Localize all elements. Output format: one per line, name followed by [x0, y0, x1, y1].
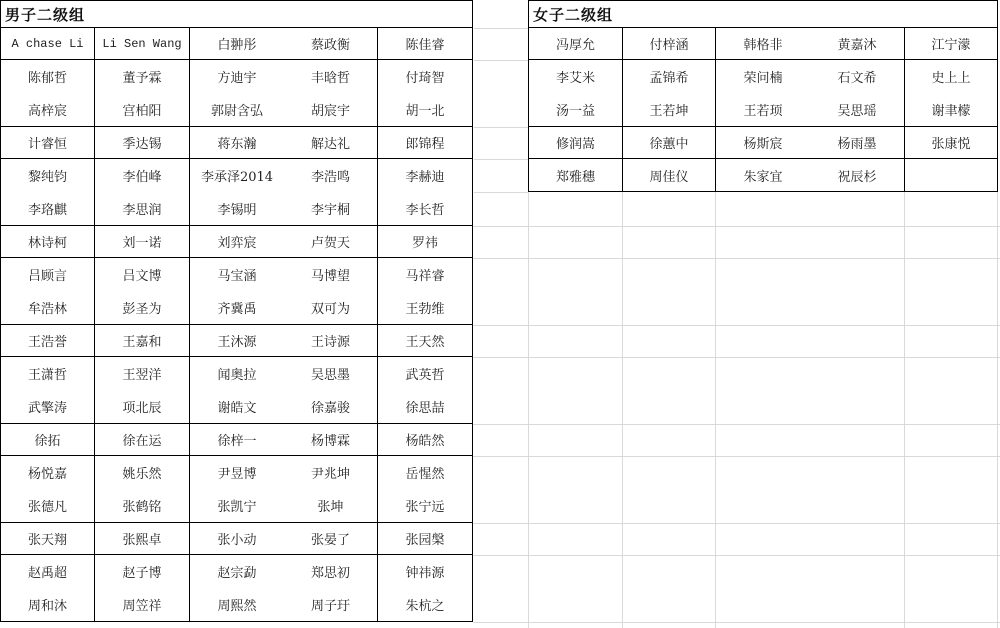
name-cell[interactable]: 张宁远 — [405, 500, 445, 515]
name-cell[interactable]: 王天然 — [405, 335, 445, 350]
name-cell[interactable]: 谢皓文 — [217, 401, 257, 416]
grid-line — [997, 192, 998, 628]
name-cell[interactable]: 蔡政衡 — [284, 28, 378, 59]
name-cell[interactable]: 张小动 — [217, 533, 257, 548]
table-row — [529, 159, 997, 192]
name-cell[interactable]: 岳惺然 — [405, 467, 445, 482]
name-cell[interactable]: 项北辰 — [95, 390, 190, 423]
name-cell[interactable]: 李珞麒 — [1, 192, 95, 225]
name-cell[interactable]: 史上上 — [931, 71, 971, 86]
name-cell[interactable]: 赵宗勐 — [217, 566, 257, 581]
name-cell[interactable]: 陈佳睿 — [405, 38, 445, 53]
name-cell[interactable]: 张天翔 — [1, 523, 95, 554]
table-row — [1, 60, 472, 93]
table-row — [1, 390, 472, 424]
table-row — [1, 226, 472, 258]
name-cell[interactable]: 郭尉含弘 — [210, 104, 263, 119]
name-cell[interactable]: 刘弈宸 — [217, 236, 257, 251]
table-row — [1, 93, 472, 127]
name-cell[interactable]: 牟浩林 — [1, 291, 95, 324]
name-cell[interactable]: 王诗源 — [284, 325, 378, 356]
grid-line — [528, 192, 529, 628]
name-cell[interactable]: 周熙然 — [217, 599, 257, 614]
table-row — [529, 60, 997, 93]
table-row — [1, 555, 472, 588]
table-row — [1, 489, 472, 523]
name-cell[interactable]: 张康悦 — [931, 137, 971, 152]
name-cell[interactable]: 闻奥拉 — [217, 368, 257, 383]
name-cell[interactable]: 付琦智 — [405, 71, 445, 86]
name-cell[interactable]: 罗祎 — [411, 236, 438, 251]
name-cell[interactable]: 周笠祥 — [95, 588, 190, 621]
name-cell[interactable]: 双可为 — [284, 291, 378, 324]
name-cell[interactable]: Li Sen Wang — [95, 28, 190, 59]
table-row — [529, 127, 997, 159]
grid-line — [473, 456, 1000, 457]
grid-line — [473, 226, 1000, 227]
name-cell[interactable]: 吴思墨 — [284, 357, 378, 390]
name-cell[interactable]: 宫柏阳 — [95, 93, 190, 126]
name-cell[interactable]: 朱家宜 — [716, 159, 810, 192]
table-row — [1, 357, 472, 390]
name-cell[interactable]: 刘一诺 — [95, 226, 190, 257]
grid-line — [474, 60, 528, 61]
name-cell[interactable]: 杨博霖 — [284, 424, 378, 455]
name-cell[interactable]: 李艾米 — [529, 60, 623, 93]
name-cell[interactable]: 王沐源 — [217, 335, 257, 350]
name-cell[interactable]: 张凯宁 — [217, 500, 257, 515]
name-cell[interactable]: 马博望 — [284, 258, 378, 291]
name-cell[interactable]: A chase Li — [1, 28, 95, 59]
womens-table-rows — [529, 28, 997, 192]
name-cell[interactable]: 李赫迪 — [405, 170, 445, 185]
name-cell[interactable]: 修润嵩 — [529, 127, 623, 158]
name-cell[interactable]: 王若顼 — [743, 104, 783, 119]
name-cell[interactable]: 付梓涵 — [623, 28, 716, 59]
name-cell[interactable]: 赵子博 — [95, 555, 190, 588]
table-row — [1, 127, 472, 159]
name-cell[interactable]: 卢贺天 — [284, 226, 378, 257]
name-cell[interactable]: 白翀彤 — [217, 38, 257, 53]
name-cell[interactable]: 徐梓一 — [217, 434, 257, 449]
name-cell[interactable]: 杨斯宸 — [743, 137, 783, 152]
table-row — [1, 192, 472, 226]
name-cell[interactable]: 吴思瑶 — [810, 93, 905, 126]
name-cell[interactable]: 武英哲 — [405, 368, 445, 383]
womens-table-title[interactable]: 女子二级组 — [529, 1, 997, 28]
grid-line — [473, 622, 1000, 623]
name-cell[interactable]: 马宝涵 — [217, 269, 257, 284]
name-cell[interactable]: 郑思初 — [284, 555, 378, 588]
name-cell[interactable]: 陈郁哲 — [1, 60, 95, 93]
name-cell[interactable]: 吕文博 — [95, 258, 190, 291]
name-cell[interactable]: 王浩誉 — [1, 325, 95, 356]
name-cell[interactable]: 汤一益 — [529, 93, 623, 126]
name-cell[interactable]: 李长哲 — [405, 203, 445, 218]
name-cell[interactable]: 徐嘉骏 — [284, 390, 378, 423]
name-cell[interactable]: 方迪宇 — [217, 71, 257, 86]
name-cell[interactable]: 祝辰杉 — [810, 159, 905, 192]
name-cell[interactable]: 王勃维 — [405, 302, 445, 317]
grid-line — [473, 258, 1000, 259]
name-cell[interactable]: 王潇哲 — [1, 357, 95, 390]
name-cell[interactable]: 王若坤 — [623, 93, 716, 126]
name-cell[interactable]: 李锡明 — [217, 203, 257, 218]
name-cell[interactable]: 石文希 — [810, 60, 905, 93]
name-cell[interactable]: 徐思喆 — [405, 401, 445, 416]
table-row — [1, 523, 472, 555]
name-cell[interactable]: 吕顾言 — [1, 258, 95, 291]
grid-line — [622, 192, 623, 628]
name-cell[interactable]: 张鹤铭 — [95, 489, 190, 522]
name-cell[interactable]: 周佳仪 — [623, 159, 716, 192]
grid-line — [474, 28, 528, 29]
name-cell[interactable]: 张晏了 — [284, 523, 378, 554]
name-cell[interactable]: 蒋东瀚 — [217, 137, 257, 152]
name-cell[interactable]: 张坤 — [284, 489, 378, 522]
name-cell[interactable]: 王嘉和 — [95, 325, 190, 356]
name-cell[interactable]: 周和沐 — [1, 588, 95, 621]
name-cell[interactable]: 胡一北 — [405, 104, 445, 119]
name-cell[interactable]: 黎纯钧 — [1, 159, 95, 192]
table-row — [1, 588, 472, 622]
name-cell[interactable]: 郎锦程 — [405, 137, 445, 152]
name-cell[interactable]: 杨悦嘉 — [1, 456, 95, 489]
name-cell[interactable]: 尹昱博 — [217, 467, 257, 482]
name-cell[interactable]: 马祥睿 — [405, 269, 445, 284]
name-cell[interactable]: 张熙卓 — [95, 523, 190, 554]
grid-line — [474, 127, 528, 128]
table-row — [529, 93, 997, 127]
name-cell[interactable]: 胡宸宇 — [284, 93, 378, 126]
name-cell[interactable]: 杨雨墨 — [810, 127, 905, 158]
name-cell[interactable]: 钟祎源 — [405, 566, 445, 581]
name-cell[interactable]: 徐在运 — [95, 424, 190, 455]
name-cell[interactable]: 李思润 — [95, 192, 190, 225]
name-cell[interactable]: 解达礼 — [284, 127, 378, 158]
name-cell[interactable]: 李浩鸣 — [284, 159, 378, 192]
grid-line — [474, 159, 528, 160]
grid-line — [473, 424, 1000, 425]
name-cell[interactable]: 尹兆坤 — [284, 456, 378, 489]
grid-line — [473, 555, 1000, 556]
name-cell[interactable]: 计睿恒 — [1, 127, 95, 158]
name-cell[interactable]: 孟锦希 — [623, 60, 716, 93]
grid-line — [474, 192, 528, 193]
name-cell[interactable]: 徐拓 — [1, 424, 95, 455]
name-cell[interactable]: 赵禹超 — [1, 555, 95, 588]
name-cell[interactable]: 林诗柯 — [1, 226, 95, 257]
grid-line — [473, 325, 1000, 326]
name-cell[interactable]: 武擎涛 — [1, 390, 95, 423]
table-row — [529, 28, 997, 60]
name-cell[interactable]: 李伯峰 — [95, 159, 190, 192]
table-row — [1, 456, 472, 489]
name-cell[interactable]: 高梓宸 — [1, 93, 95, 126]
name-cell[interactable]: 王翌洋 — [95, 357, 190, 390]
name-cell[interactable]: 张德凡 — [1, 489, 95, 522]
grid-line — [473, 357, 1000, 358]
name-cell[interactable]: 徐蕙中 — [623, 127, 716, 158]
table-row — [1, 325, 472, 357]
grid-line — [715, 192, 716, 628]
name-cell[interactable]: 江宁濛 — [931, 38, 971, 53]
name-cell[interactable]: 谢聿檬 — [931, 104, 971, 119]
name-cell[interactable]: 韩格非 — [743, 38, 783, 53]
name-cell[interactable]: 董予霖 — [95, 60, 190, 93]
name-cell[interactable]: 杨皓然 — [405, 434, 445, 449]
grid-line — [473, 523, 1000, 524]
table-row — [1, 291, 472, 325]
name-cell[interactable]: 郑雅穗 — [529, 159, 623, 192]
womens-level2-table — [528, 0, 998, 192]
name-cell[interactable]: 冯厚允 — [529, 28, 623, 59]
table-row — [1, 159, 472, 192]
table-row — [1, 424, 472, 456]
name-cell[interactable]: 齐冀禹 — [217, 302, 257, 317]
name-cell[interactable]: 彭圣为 — [95, 291, 190, 324]
mens-level2-table — [0, 0, 473, 622]
name-cell[interactable]: 姚乐然 — [95, 456, 190, 489]
name-cell[interactable]: 黄嘉沐 — [810, 28, 905, 59]
name-cell[interactable]: 朱杭之 — [405, 599, 445, 614]
name-cell[interactable]: 荣问楠 — [743, 71, 783, 86]
name-cell[interactable]: 李承泽2014 — [200, 170, 274, 185]
grid-line — [904, 192, 905, 628]
table-row — [1, 28, 472, 60]
empty-cell[interactable] — [905, 159, 997, 192]
mens-table-title[interactable]: 男子二级组 — [1, 1, 472, 28]
name-cell[interactable]: 李宇桐 — [284, 192, 378, 225]
name-cell[interactable]: 张园槃 — [405, 533, 445, 548]
table-row — [1, 258, 472, 291]
mens-table-rows — [1, 28, 472, 622]
name-cell[interactable]: 周子玗 — [284, 588, 378, 621]
name-cell[interactable]: 季达锡 — [95, 127, 190, 158]
name-cell[interactable]: 丰晗哲 — [284, 60, 378, 93]
